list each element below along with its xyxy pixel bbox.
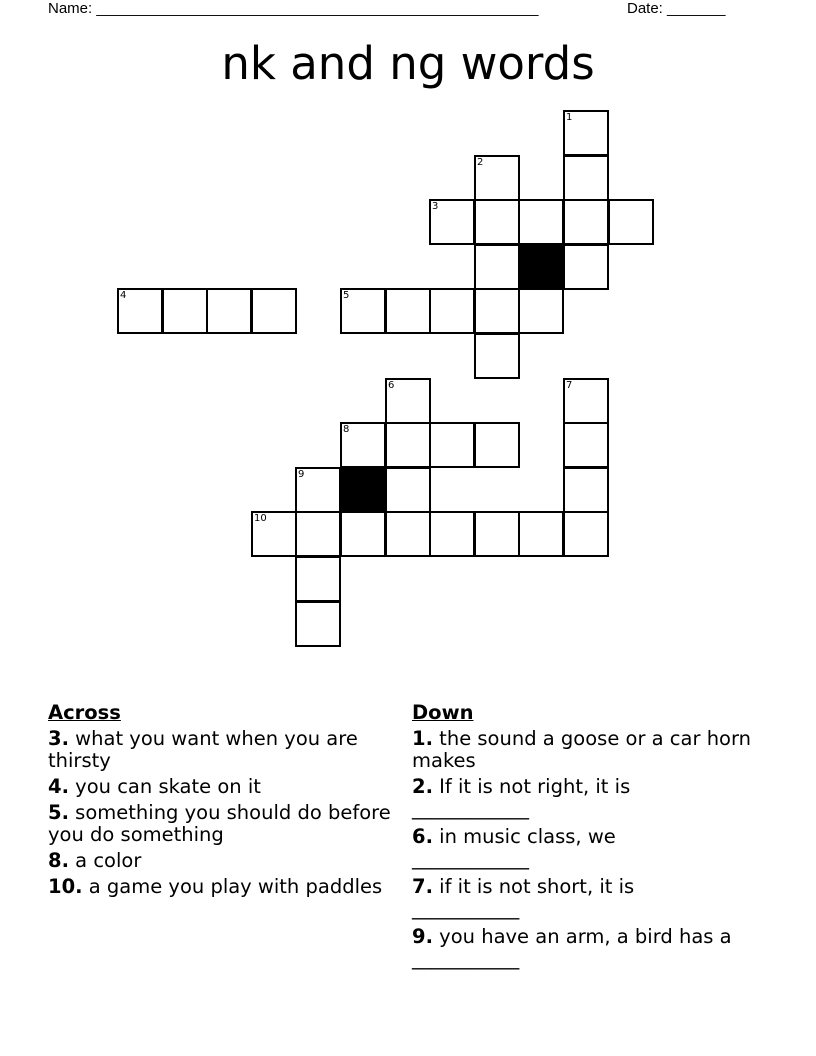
clue-number: 5. — [48, 801, 69, 824]
clue-text: If it is not right, it is — [432, 775, 631, 798]
grid-cell[interactable] — [295, 601, 341, 647]
down-heading: Down — [412, 701, 474, 724]
grid-cell[interactable] — [563, 244, 609, 290]
grid-cell[interactable] — [385, 467, 431, 513]
clue-number: 7. — [412, 875, 433, 898]
clue-text: a color — [68, 849, 142, 872]
clue-text: what you want when you are thirsty — [48, 727, 358, 772]
clue-down-9 — [412, 926, 757, 972]
grid-cell[interactable] — [474, 333, 520, 379]
clue-number: 2. — [412, 775, 433, 798]
answer-blank: ___________ — [412, 947, 520, 970]
down-clues — [412, 702, 757, 976]
clue-number-label: 1 — [566, 112, 573, 123]
grid-cell[interactable] — [474, 199, 520, 245]
clue-number-label: 2 — [477, 157, 484, 168]
clue-number: 3. — [48, 727, 69, 750]
grid-cell[interactable] — [474, 155, 520, 201]
clue-number-label: 6 — [388, 380, 395, 391]
date-field-label: Date: _______ — [627, 0, 726, 17]
clue-number: 10. — [48, 875, 83, 898]
grid-cell[interactable] — [295, 467, 341, 513]
grid-cell[interactable] — [385, 288, 431, 334]
grid-cell[interactable] — [474, 288, 520, 334]
grid-cell[interactable] — [429, 199, 475, 245]
grid-cell[interactable] — [563, 378, 609, 424]
clue-number-label: 4 — [120, 290, 127, 301]
clue-number-label: 10 — [254, 513, 267, 524]
grid-cell[interactable] — [251, 511, 297, 557]
clue-number-label: 8 — [343, 424, 350, 435]
clue-number: 8. — [48, 849, 69, 872]
grid-cell[interactable] — [518, 288, 564, 334]
grid-cell[interactable] — [385, 378, 431, 424]
grid-cell[interactable] — [385, 511, 431, 557]
grid-cell[interactable] — [429, 422, 475, 468]
grid-cell[interactable] — [429, 511, 475, 557]
grid-cell[interactable] — [340, 422, 386, 468]
across-clues — [48, 702, 398, 902]
clue-number-label: 3 — [432, 201, 439, 212]
grid-cell[interactable] — [251, 288, 297, 334]
clue-down-1 — [412, 728, 757, 772]
grid-cell[interactable] — [474, 244, 520, 290]
grid-cell[interactable] — [429, 288, 475, 334]
clue-text: you have an arm, a bird has a — [432, 925, 732, 948]
clue-across-4 — [48, 776, 398, 798]
grid-cell[interactable] — [206, 288, 252, 334]
clue-down-6 — [412, 826, 757, 872]
page-title: nk and ng words — [221, 37, 595, 90]
clue-text: you can skate on it — [68, 775, 261, 798]
answer-blank: ____________ — [412, 847, 529, 870]
grid-cell[interactable] — [563, 422, 609, 468]
answer-blank: ____________ — [412, 797, 529, 820]
grid-cell[interactable] — [563, 155, 609, 201]
clue-text: something you should do before you do something — [48, 801, 391, 846]
grid-cell[interactable] — [563, 199, 609, 245]
clue-number: 6. — [412, 825, 433, 848]
grid-cell[interactable] — [162, 288, 208, 334]
grid-cell[interactable] — [385, 422, 431, 468]
clue-across-10 — [48, 876, 398, 898]
grid-cell[interactable] — [340, 511, 386, 557]
clue-text: in music class, we — [432, 825, 616, 848]
clue-across-3 — [48, 728, 398, 772]
answer-blank: ___________ — [412, 897, 520, 920]
grid-cell[interactable] — [474, 422, 520, 468]
clue-number-label: 5 — [343, 290, 350, 301]
clue-text: a game you play with paddles — [82, 875, 383, 898]
grid-cell[interactable] — [563, 467, 609, 513]
grid-cell[interactable] — [518, 199, 564, 245]
grid-block — [518, 244, 564, 290]
clue-down-2 — [412, 776, 757, 822]
clue-text: if it is not short, it is — [432, 875, 635, 898]
clue-number: 1. — [412, 727, 433, 750]
grid-cell[interactable] — [563, 511, 609, 557]
grid-block — [340, 467, 386, 513]
clue-number: 9. — [412, 925, 433, 948]
grid-cell[interactable] — [117, 288, 163, 334]
clue-text: the sound a goose or a car horn makes — [412, 727, 752, 772]
grid-cell[interactable] — [295, 511, 341, 557]
grid-cell[interactable] — [518, 511, 564, 557]
grid-cell[interactable] — [474, 511, 520, 557]
clue-number-label: 9 — [298, 469, 305, 480]
across-heading: Across — [48, 701, 121, 724]
clue-down-7 — [412, 876, 757, 922]
clue-number-label: 7 — [566, 380, 573, 391]
name-field-label: Name: _____________________________________________________ — [48, 0, 539, 17]
grid-cell[interactable] — [563, 110, 609, 156]
grid-cell[interactable] — [608, 199, 654, 245]
clue-number: 4. — [48, 775, 69, 798]
grid-cell[interactable] — [340, 288, 386, 334]
clue-across-5 — [48, 802, 398, 846]
grid-cell[interactable] — [295, 556, 341, 602]
clue-across-8 — [48, 850, 398, 872]
